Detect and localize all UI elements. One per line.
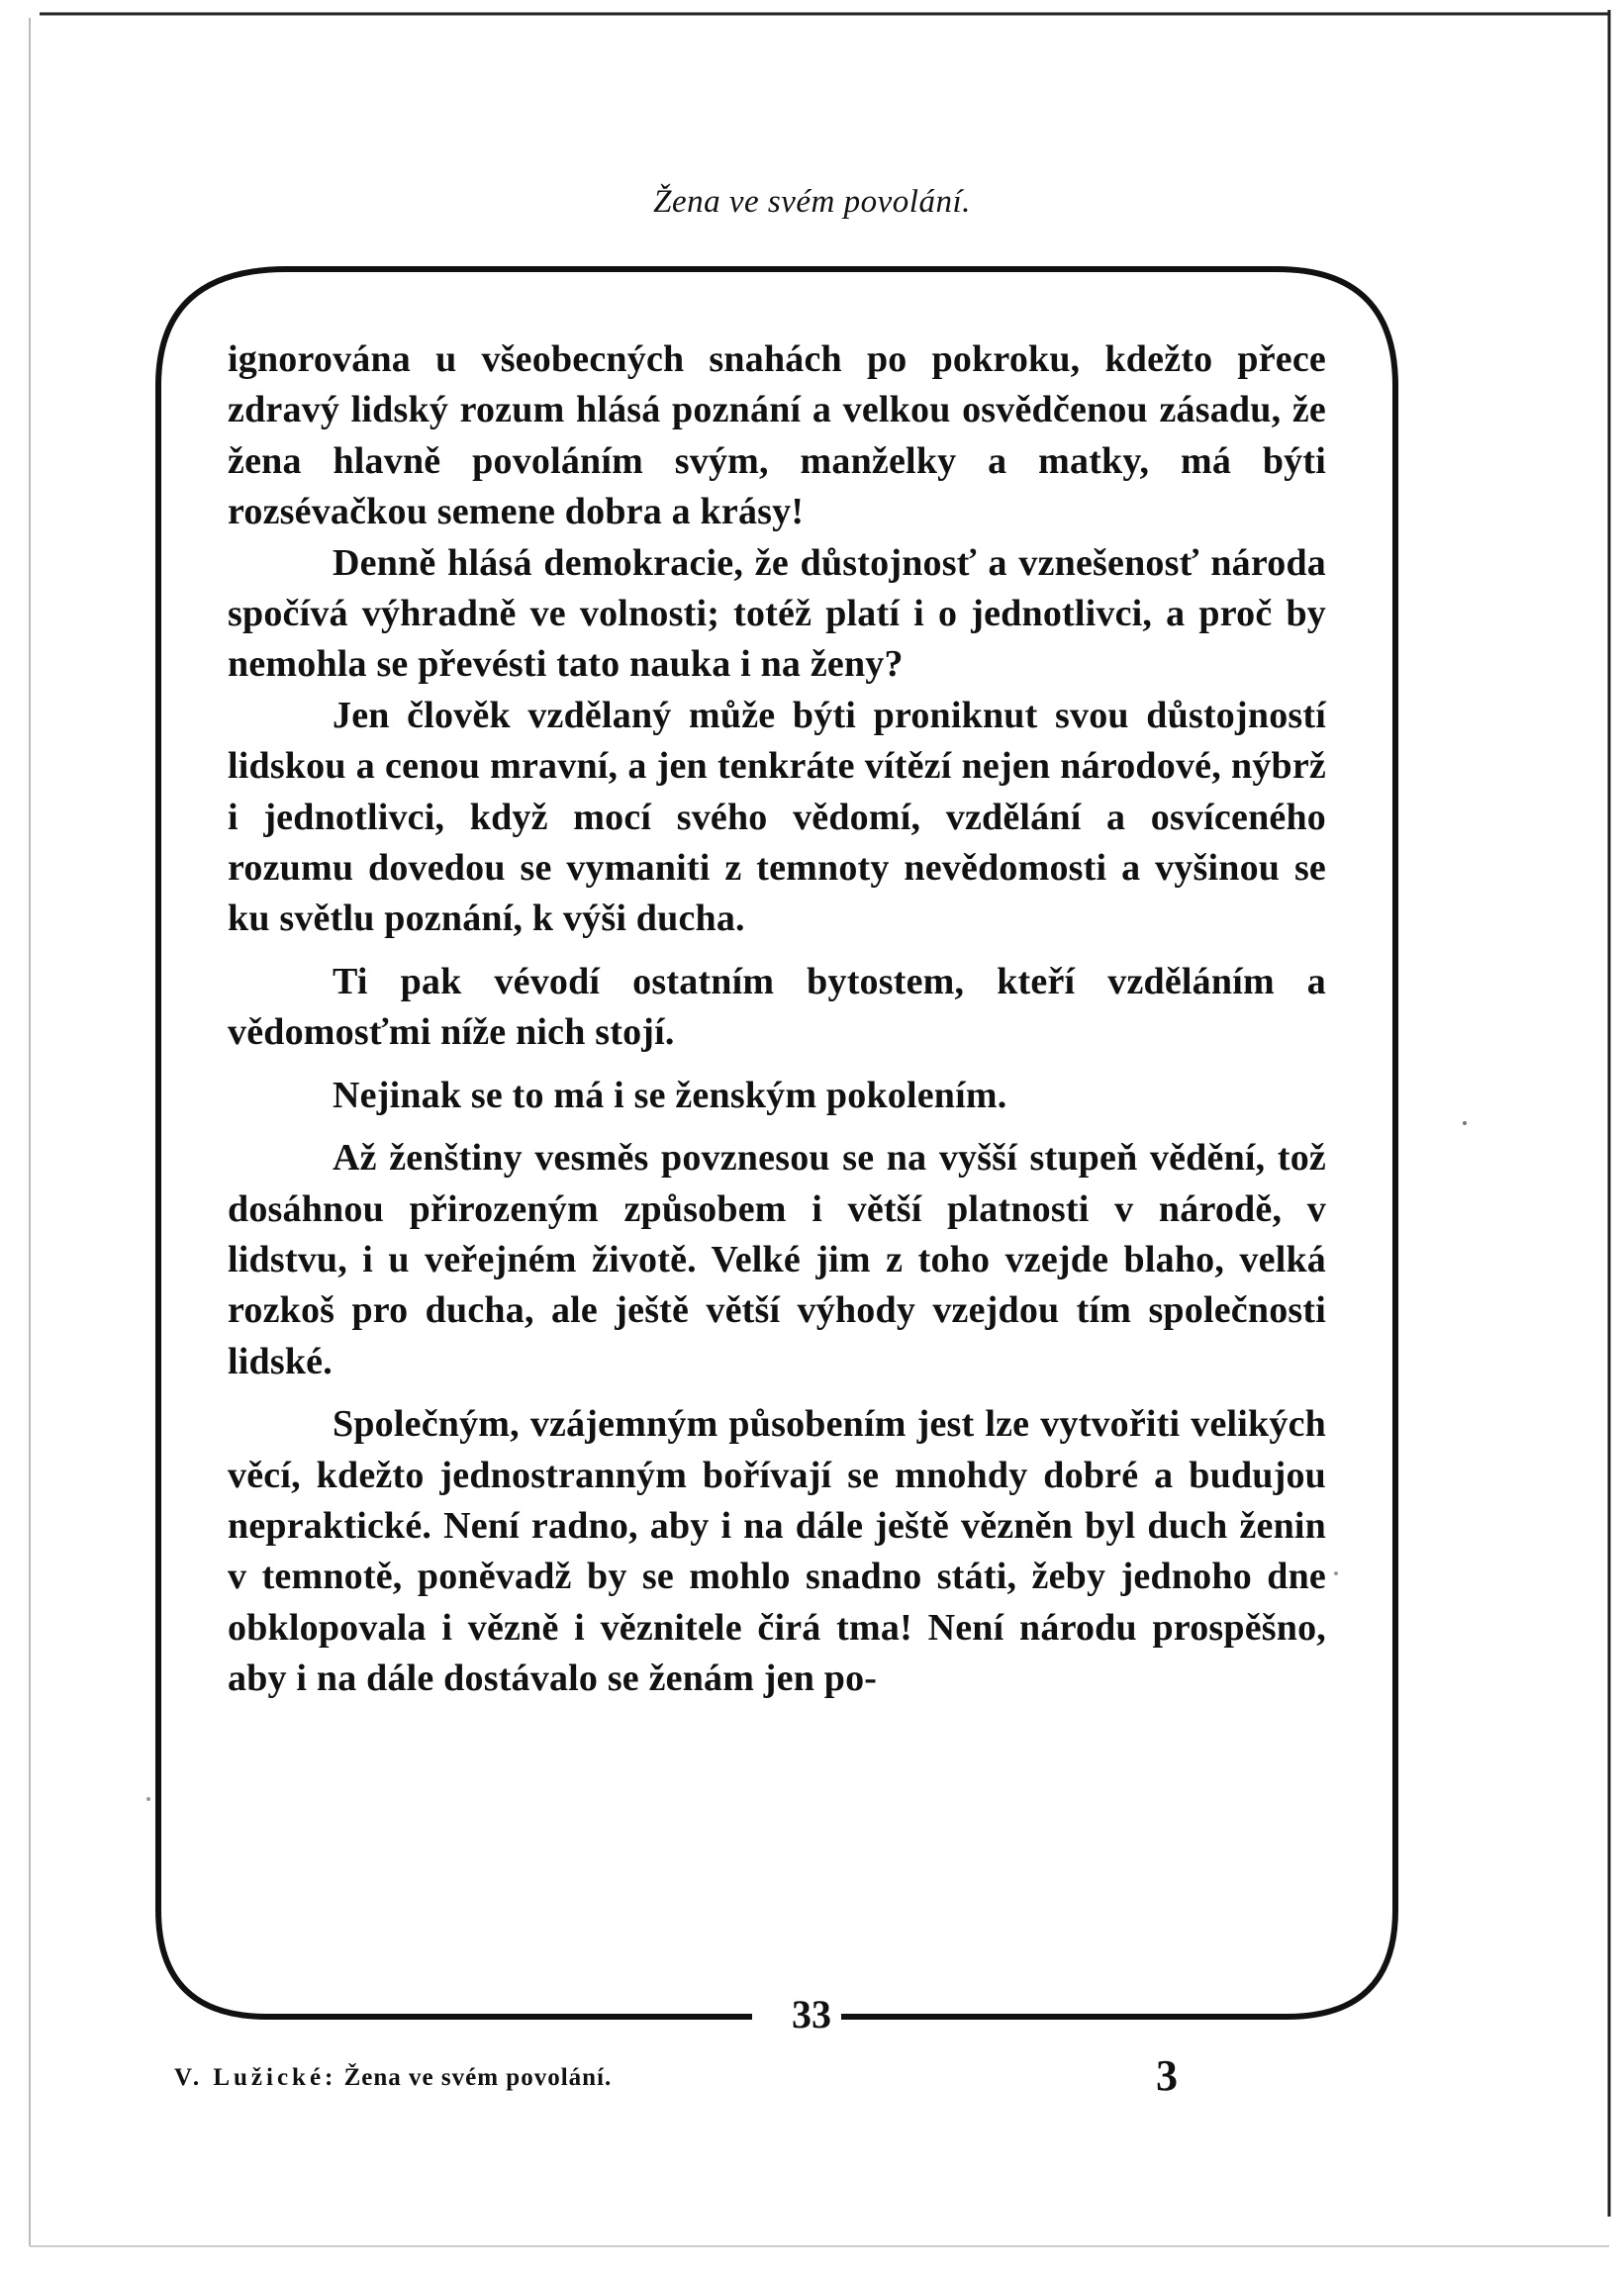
body-text <box>228 334 1326 1705</box>
scan-speck <box>1334 1571 1338 1575</box>
signature-mark: 3 <box>1156 2051 1178 2100</box>
paragraph: ignorována u všeobecných snahách po pokroku, kdežto přece zdravý lidský rozum hlásá poznání a velkou osvědčenou zásadu, že žena hlavně povoláním svým, manželky a matky, má býti rozsévačkou semene dobra a krásy! <box>228 338 1326 533</box>
paragraph: Ti pak vévodí ostatním bytostem, kteří vzděláním a vědomosťmi níže nich stojí. <box>228 960 1326 1054</box>
paragraph: Denně hlásá demokracie, že důstojnosť a vznešenosť národa spočívá výhradně ve volnosti; totéž platí i o jednotlivci, a proč by nemohla se převésti tato nauka i na ženy? <box>228 541 1326 686</box>
footer-signature <box>174 2064 612 2092</box>
scan-speck <box>146 1797 150 1801</box>
paragraph: Společným, vzájemným působením jest lze vytvořiti velikých věcí, kdežto jednostranným bořívají se mnohdy dobré a budujou nepraktické. Není radno, aby i na dále ještě vězněn byl duch ženin v temnotě, poněvadž by se mohlo snadno státi, žeby jednoho dne obklopovala i vězně i věznitele čirá tma! Není národu prospěšno, aby i na dále dostávalo se ženám jen po- <box>228 1403 1326 1700</box>
footer-title: Žena ve svém povolání. <box>343 2064 613 2091</box>
paragraph: Jen člověk vzdělaný může býti proniknut svou důstojností lidskou a cenou mravní, a jen tenkráte vítězí nejen národové, nýbrž i jednotlivci, když mocí svého vědomí, vzdělání a osvíceného rozumu dovedou se vymaniti z temnoty nevědomosti a vyšinou se ku světlu poznání, k výši ducha. <box>228 694 1326 940</box>
footer-author: V. Lužické: <box>174 2064 337 2091</box>
paragraph: Nejinak se to má i se ženským pokolením. <box>333 1074 1007 1116</box>
page-number: 33 <box>792 1992 831 2036</box>
scan-speck <box>1463 1121 1467 1125</box>
running-head: Žena ve svém povolání. <box>653 184 971 220</box>
paragraph: Až ženštiny vesměs povznesou se na vyšší stupeň vědění, tož dosáhnou přirozeným způsobem i větší platnosti v národě, v lidstvu, i u veřejném životě. Velké jim z toho vzejde blaho, velká rozkoš pro ducha, ale ještě větší výhody vzejdou tím společnosti lidské. <box>228 1137 1326 1382</box>
